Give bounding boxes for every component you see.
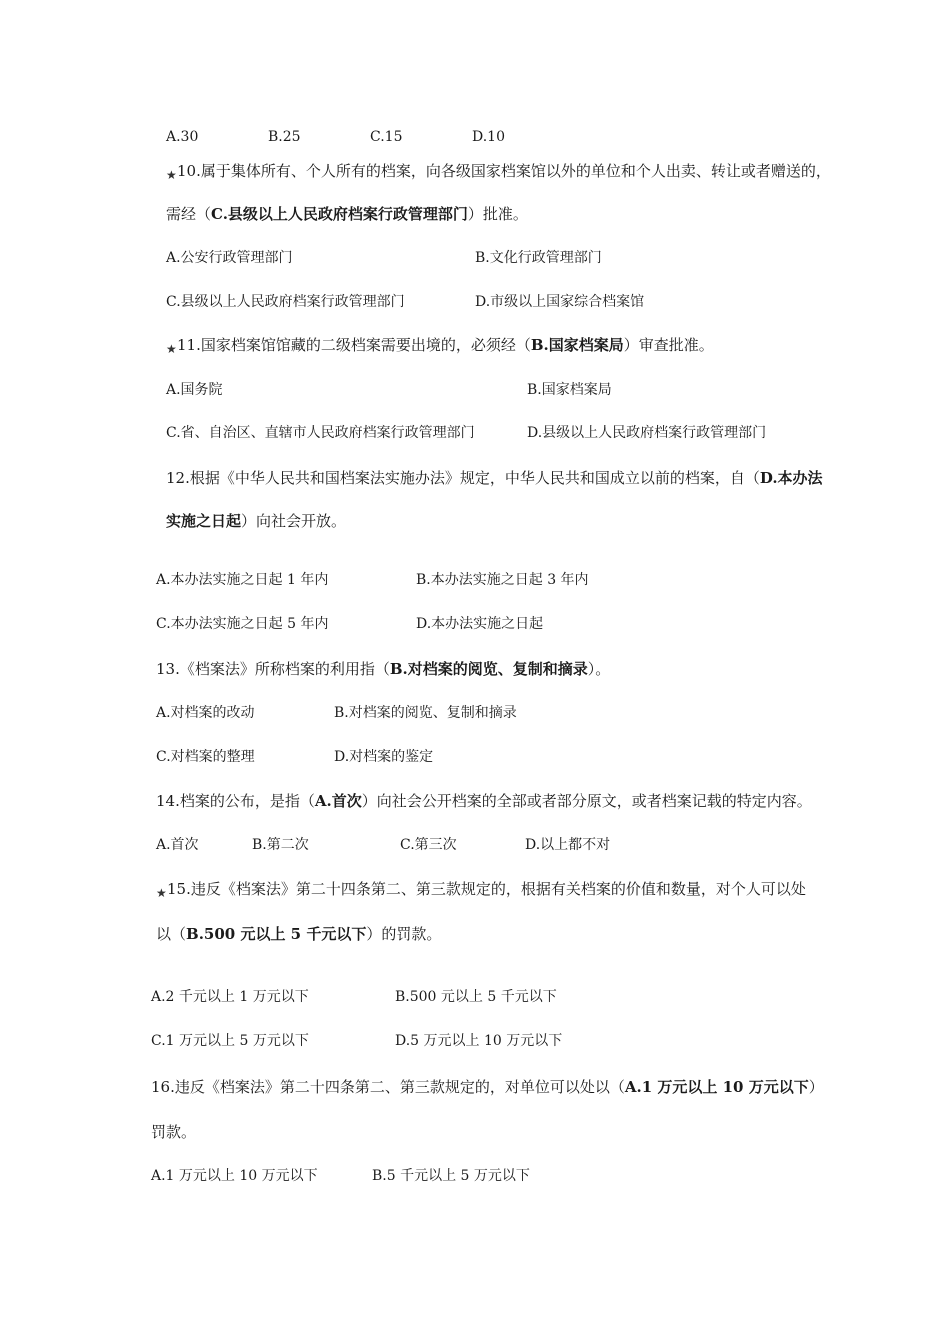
- option-b: B.文化行政管理部门: [475, 250, 602, 266]
- question-15-line-2: [156, 924, 441, 944]
- answer-text: A.首次: [314, 792, 362, 810]
- option-b: B.5 千元以上 5 万元以下: [372, 1168, 530, 1184]
- option-b: B.对档案的阅览、复制和摘录: [334, 705, 517, 721]
- option-a: A.国务院: [166, 382, 223, 398]
- question-13: [156, 659, 610, 679]
- star-icon: ★: [166, 342, 177, 356]
- question-11: [166, 335, 714, 356]
- option-d: D.以上都不对: [525, 837, 611, 853]
- option-c: C.省、自治区、直辖市人民政府档案行政管理部门: [166, 425, 475, 441]
- question-text: 13.《档案法》所称档案的利用指（: [156, 660, 390, 678]
- option-c: C.对档案的整理: [156, 749, 255, 765]
- option-d: D.5 万元以上 10 万元以下: [395, 1033, 563, 1049]
- question-text: ）: [808, 1078, 824, 1096]
- question-text: ）。: [587, 660, 611, 678]
- option-c: C.县级以上人民政府档案行政管理部门: [166, 294, 405, 310]
- option-b: B.25: [268, 129, 301, 145]
- question-text: 15.违反《档案法》第二十四条第二、第三款规定的，根据有关档案的价值和数量，对个人可以处: [167, 880, 806, 898]
- answer-text: C.县级以上人民政府档案行政管理部门: [211, 205, 468, 223]
- star-icon: ★: [156, 886, 167, 900]
- question-text: ）向社会开放。: [241, 512, 347, 530]
- answer-text: 实施之日起: [166, 512, 242, 530]
- option-a: A.30: [166, 129, 199, 145]
- question-15-line-1: [156, 879, 806, 900]
- answer-text: B.500 元以上 5 千元以下: [186, 925, 367, 943]
- answer-text: B.对档案的阅览、复制和摘录: [389, 660, 588, 678]
- question-16-line-1: [151, 1077, 824, 1097]
- question-text: 需经（: [166, 205, 212, 223]
- option-d: D.对档案的鉴定: [334, 749, 434, 765]
- option-a: A.公安行政管理部门: [166, 250, 293, 266]
- question-text: 以（: [156, 925, 187, 943]
- question-text: 12.根据《中华人民共和国档案法实施办法》规定，中华人民共和国成立以前的档案，自（: [166, 469, 760, 487]
- option-a: A.2 千元以上 1 万元以下: [151, 989, 309, 1005]
- option-d: D.10: [472, 129, 505, 145]
- question-12-line-1: [166, 468, 823, 488]
- option-a: A.1 万元以上 10 万元以下: [151, 1168, 318, 1184]
- option-b: B.第二次: [252, 837, 309, 853]
- option-a: A.对档案的改动: [156, 705, 255, 721]
- question-text: ）向社会公开档案的全部或者部分原文，或者档案记载的特定内容。: [361, 792, 812, 810]
- option-c: C.本办法实施之日起 5 年内: [156, 616, 329, 632]
- option-c: C.15: [370, 129, 403, 145]
- question-text: ）的罚款。: [366, 925, 442, 943]
- question-10-line-1: [166, 161, 831, 182]
- question-text: 16.违反《档案法》第二十四条第二、第三款规定的，对单位可以处以（: [151, 1078, 625, 1096]
- star-icon: ★: [166, 168, 177, 182]
- answer-text: B.国家档案局: [530, 336, 624, 354]
- answer-text: A.1 万元以上 10 万元以下: [624, 1078, 809, 1096]
- answer-text: D.本办法: [759, 469, 823, 487]
- option-b: B.国家档案局: [527, 382, 612, 398]
- option-c: C.第三次: [400, 837, 457, 853]
- option-d: D.市级以上国家综合档案馆: [475, 294, 645, 310]
- option-b: B.500 元以上 5 千元以下: [395, 989, 557, 1005]
- question-text: 10.属于集体所有、个人所有的档案，向各级国家档案馆以外的单位和个人出卖、转让或者赠送的，: [177, 162, 831, 180]
- question-14: [156, 791, 812, 811]
- option-d: D.本办法实施之日起: [416, 616, 544, 632]
- option-c: C.1 万元以上 5 万元以下: [151, 1033, 309, 1049]
- question-text: 11.国家档案馆馆藏的二级档案需要出境的，必须经（: [177, 336, 531, 354]
- option-b: B.本办法实施之日起 3 年内: [416, 572, 589, 588]
- question-16-line-2: 罚款。: [151, 1123, 197, 1141]
- option-d: D.县级以上人民政府档案行政管理部门: [527, 425, 767, 441]
- question-text: ）审查批准。: [623, 336, 714, 354]
- question-10-line-2: [166, 204, 528, 224]
- question-text: 14.档案的公布，是指（: [156, 792, 315, 810]
- question-12-line-2: [166, 511, 346, 531]
- option-a: A.本办法实施之日起 1 年内: [156, 572, 329, 588]
- question-text: ）批准。: [467, 205, 528, 223]
- option-a: A.首次: [156, 837, 199, 853]
